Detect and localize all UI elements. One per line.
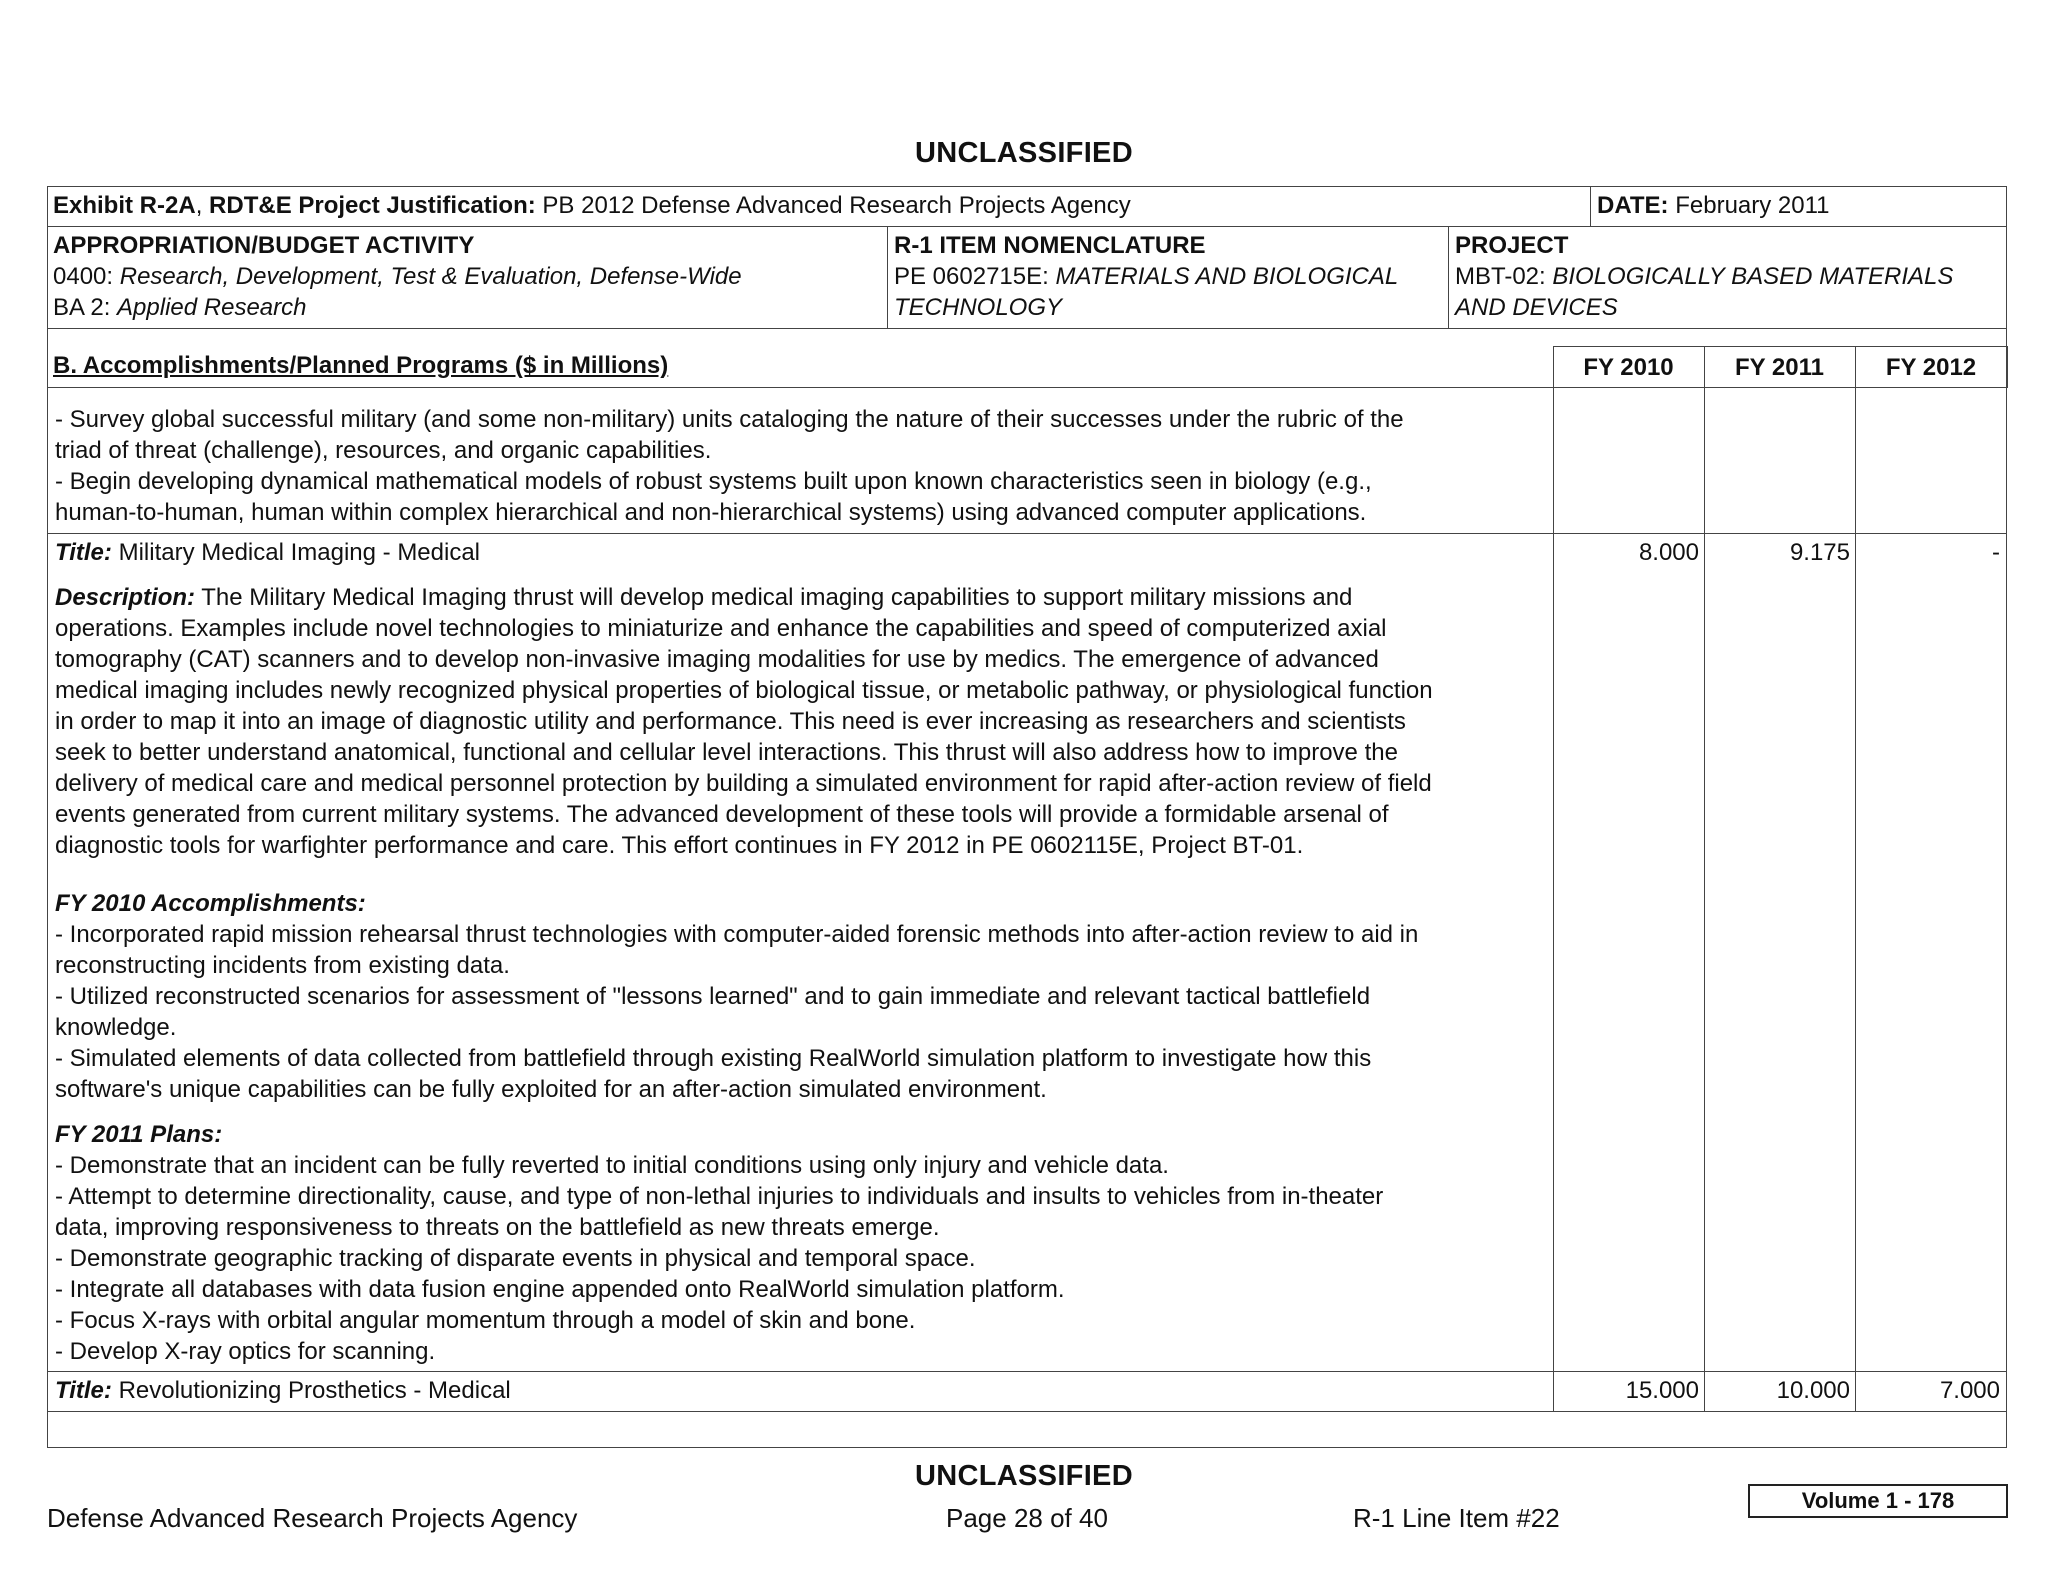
r1-name-line1: MATERIALS AND BIOLOGICAL — [1055, 263, 1399, 290]
plan-line: - Integrate all databases with data fusion engine appended onto RealWorld simulation platform. — [55, 1276, 1065, 1303]
date-label: DATE: — [1597, 192, 1669, 219]
header-divider-2 — [47, 328, 2007, 329]
description-line: diagnostic tools for warfighter performance and care. This effort continues in FY 2012 in PE 0602115E, Project BT-01. — [55, 832, 1304, 859]
table-bottom-divider — [47, 1411, 2007, 1412]
date-divider — [1590, 186, 1591, 226]
appropriation-name: Research, Development, Test & Evaluation, Defense-Wide — [119, 263, 742, 290]
project-name-line1: BIOLOGICALLY BASED MATERIALS — [1552, 263, 1954, 290]
date-value: February 2011 — [1668, 192, 1830, 219]
program2-fy2010-value: 15.000 — [1625, 1377, 1699, 1404]
r1-label: R-1 ITEM NOMENCLATURE — [894, 232, 1206, 259]
program1-fy2010-value: 8.000 — [1638, 539, 1699, 566]
program1-accomplishments — [55, 888, 1555, 1105]
continuation-line: - Begin developing dynamical mathematical models of robust systems built upon known characteristics seen in biology (e.g., — [55, 468, 1372, 495]
section-divider — [47, 387, 2007, 388]
program1-fy2012-value: - — [1992, 539, 2000, 566]
project-code: MBT-02: — [1455, 263, 1553, 290]
program2-fy2011-value: 10.000 — [1776, 1377, 1850, 1404]
continuation-line: - Survey global successful military (and some non-military) units cataloging the nature of their successes under the rubric of the — [55, 406, 1404, 433]
classification-bottom: UNCLASSIFIED — [915, 1460, 1133, 1492]
footer-agency: Defense Advanced Research Projects Agency — [47, 1503, 578, 1533]
footer-volume-box: Volume 1 - 178 — [1748, 1484, 2008, 1518]
project-divider — [1448, 226, 1449, 328]
ba-name: Applied Research — [117, 294, 307, 321]
column-fy2012: FY 2012 — [1885, 354, 1977, 381]
program2-divider — [47, 1371, 2007, 1372]
accomplishment-line: reconstructing incidents from existing data. — [55, 952, 510, 979]
value-col-line-2 — [1704, 346, 1705, 1411]
plan-line: data, improving responsiveness to threats on the battlefield as new threats emerge. — [55, 1214, 940, 1241]
project-value — [1455, 261, 1953, 292]
accomplishments-label: FY 2010 Accomplishments: — [55, 890, 366, 917]
appropriation-value — [53, 261, 742, 292]
r1-value — [894, 261, 1398, 292]
exhibit-label: Exhibit R-2A — [53, 192, 196, 219]
accomplishment-line: - Simulated elements of data collected from battlefield through existing RealWorld simulation platform to investigate how this — [55, 1045, 1372, 1072]
ba-code: BA 2: — [53, 294, 118, 321]
program1-divider — [47, 533, 2007, 534]
exhibit-sep: , — [195, 192, 210, 219]
classification-top: UNCLASSIFIED — [915, 137, 1133, 169]
description-line: delivery of medical care and medical personnel protection by building a simulated environment for rapid after-action review of field — [55, 770, 1432, 797]
description-line: in order to map it into an image of diagnostic utility and performance. This need is ever increasing as researchers and scientists — [55, 708, 1406, 735]
description-line — [55, 582, 1555, 613]
description-line: operations. Examples include novel technologies to miniaturize and enhance the capabilities and speed of computerized axial — [55, 615, 1387, 642]
plan-line: - Attempt to determine directionality, cause, and type of non-lethal injuries to individuals and insults to vehicles from in-theater — [55, 1183, 1384, 1210]
footer-page-number: Page 28 of 40 — [946, 1503, 1108, 1533]
header-divider-1 — [47, 226, 2007, 227]
program1-title — [55, 537, 480, 568]
column-fy2011: FY 2011 — [1735, 354, 1824, 381]
exhibit-title — [53, 190, 1131, 221]
description-label: Description: — [55, 584, 196, 611]
column-fy2010: FY 2010 — [1583, 354, 1674, 381]
continuation-block — [55, 404, 1555, 528]
description-line: seek to better understand anatomical, functional and cellular level interactions. This thrust will also address how to improve the — [55, 739, 1398, 766]
value-col-line-3 — [1855, 346, 1856, 1411]
program1-title-text: Military Medical Imaging - Medical — [111, 539, 481, 566]
plan-line: - Develop X-ray optics for scanning. — [55, 1338, 436, 1365]
program2-title-text: Revolutionizing Prosthetics - Medical — [111, 1377, 511, 1404]
program2-title-label: Title: — [55, 1377, 112, 1404]
date-field — [1597, 190, 1830, 221]
r1-divider — [887, 226, 888, 328]
program1-title-label: Title: — [55, 539, 112, 566]
program1-plans — [55, 1119, 1555, 1367]
description-line: tomography (CAT) scanners and to develop non-invasive imaging modalities for use by medics. The emergence of advanced — [55, 646, 1379, 673]
plans-label: FY 2011 Plans: — [55, 1121, 223, 1148]
exhibit-value: PB 2012 Defense Advanced Research Projects Agency — [535, 192, 1131, 219]
plan-line: - Demonstrate that an incident can be fully reverted to initial conditions using only injury and vehicle data. — [55, 1152, 1169, 1179]
r1-name-line2: TECHNOLOGY — [894, 294, 1063, 321]
appropriation-label: APPROPRIATION/BUDGET ACTIVITY — [53, 232, 475, 259]
accomplishment-line: - Incorporated rapid mission rehearsal thrust technologies with computer-aided forensic methods into after-action review to aid in — [55, 921, 1419, 948]
description-line: events generated from current military systems. The advanced development of these tools will provide a formidable arsenal of — [55, 801, 1389, 828]
program1-description — [55, 582, 1555, 861]
plan-line: - Demonstrate geographic tracking of disparate events in physical and temporal space. — [55, 1245, 976, 1272]
program1-fy2011-value: 9.175 — [1789, 539, 1850, 566]
project-name-line2: AND DEVICES — [1455, 294, 1618, 321]
continuation-line: human-to-human, human within complex hierarchical and non-hierarchical systems) using advanced computer applications. — [55, 499, 1367, 526]
program2-title — [55, 1375, 511, 1406]
description-text: The Military Medical Imaging thrust will develop medical imaging capabilities to support military missions and — [195, 584, 1353, 611]
section-title: B. Accomplishments/Planned Programs ($ in Millions) — [53, 352, 669, 379]
budget-activity — [53, 292, 307, 323]
accomplishment-line: knowledge. — [55, 1014, 177, 1041]
description-line: medical imaging includes newly recognized physical properties of biological tissue, or metabolic pathway, or physiological function — [55, 677, 1433, 704]
program2-fy2012-value: 7.000 — [1939, 1377, 2000, 1404]
project-label: PROJECT — [1455, 232, 1569, 259]
appropriation-code: 0400: — [53, 263, 120, 290]
footer-line-item: R-1 Line Item #22 — [1353, 1503, 1560, 1533]
plan-line: - Focus X-rays with orbital angular momentum through a model of skin and bone. — [55, 1307, 916, 1334]
r1-code: PE 0602715E: — [894, 263, 1056, 290]
exhibit-type: RDT&E Project Justification: — [209, 192, 536, 219]
continuation-line: triad of threat (challenge), resources, and organic capabilities. — [55, 437, 712, 464]
accomplishment-line: software's unique capabilities can be fully exploited for an after-action simulated environment. — [55, 1076, 1047, 1103]
accomplishment-line: - Utilized reconstructed scenarios for assessment of "lessons learned" and to gain immediate and relevant tactical battlefield — [55, 983, 1371, 1010]
